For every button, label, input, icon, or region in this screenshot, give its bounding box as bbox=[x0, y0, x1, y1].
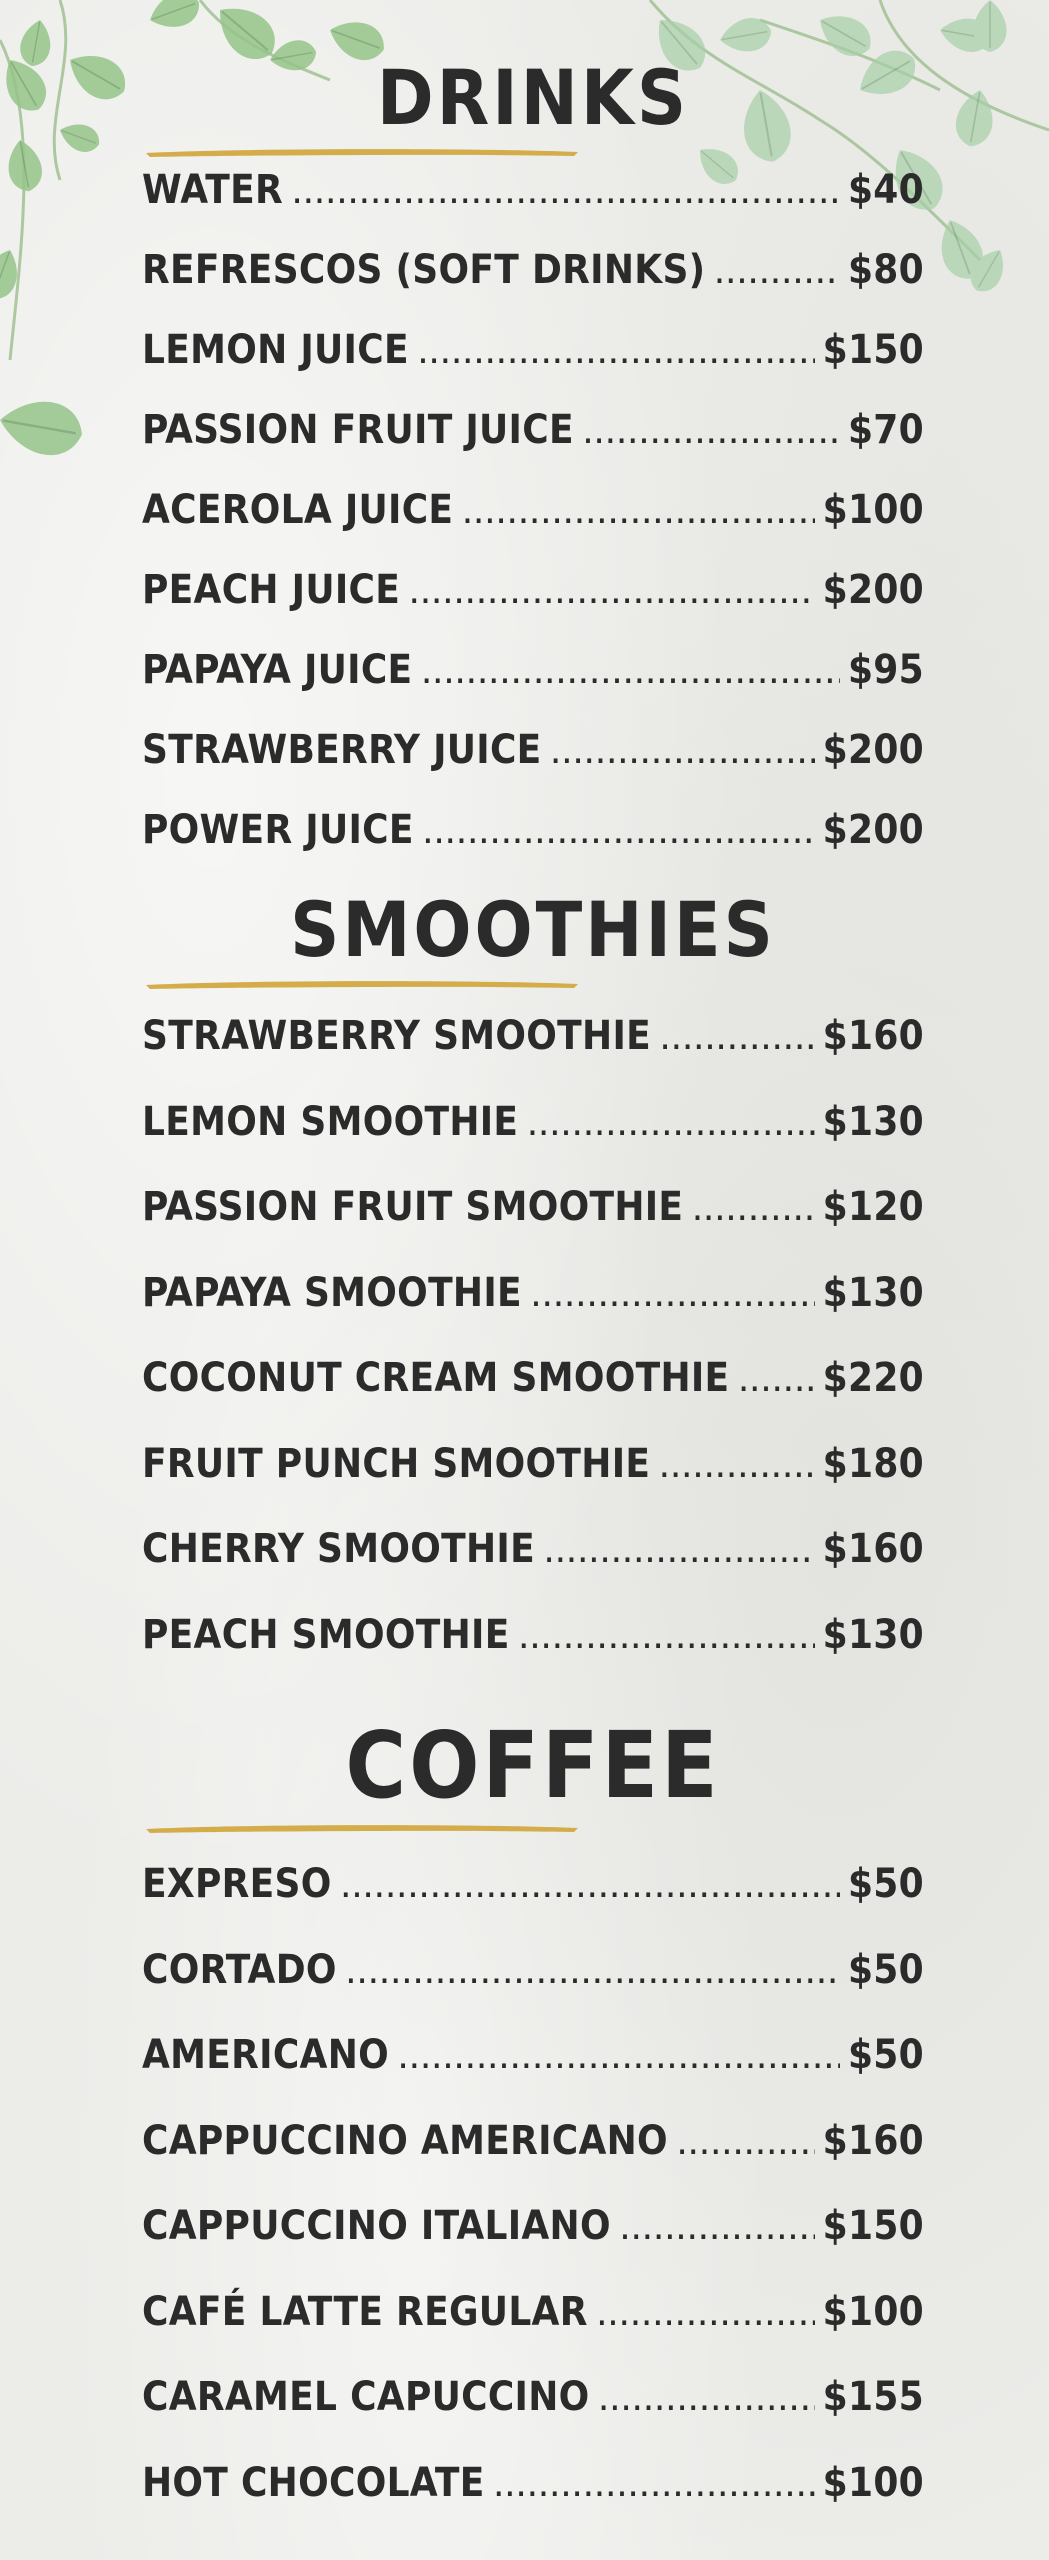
item-price: $200 bbox=[822, 807, 924, 853]
dot-leader bbox=[621, 2219, 815, 2243]
menu-item bbox=[142, 247, 924, 330]
menu-item bbox=[142, 1355, 924, 1444]
item-price: $150 bbox=[822, 2203, 924, 2249]
menu-item bbox=[142, 407, 924, 490]
item-name: CAPPUCCINO ITALIANO bbox=[142, 2203, 611, 2249]
dot-leader bbox=[739, 1371, 814, 1395]
item-name: CAPPUCCINO AMERICANO bbox=[142, 2117, 668, 2164]
dot-leader bbox=[552, 743, 815, 767]
item-name: PEACH SMOOTHIE bbox=[142, 1611, 510, 1658]
item-name: STRAWBERRY SMOOTHIE bbox=[142, 1013, 652, 1059]
dot-leader bbox=[347, 1963, 840, 1987]
section-coffee bbox=[142, 1712, 924, 2548]
item-name: LEMON SMOOTHIE bbox=[142, 1098, 519, 1145]
dot-leader bbox=[422, 663, 840, 687]
menu-item bbox=[142, 1269, 924, 1359]
dot-leader bbox=[678, 2134, 815, 2158]
menu-item bbox=[142, 1184, 924, 1273]
item-price: $120 bbox=[822, 1184, 924, 1230]
item-price: $130 bbox=[822, 1098, 924, 1145]
item-price: $70 bbox=[847, 407, 924, 453]
item-price: $220 bbox=[822, 1355, 924, 1401]
dot-leader bbox=[660, 1457, 814, 1481]
item-name: FRUIT PUNCH SMOOTHIE bbox=[142, 1440, 651, 1487]
item-name: PAPAYA SMOOTHIE bbox=[142, 1269, 522, 1316]
dot-leader bbox=[661, 1029, 815, 1053]
item-name: POWER JUICE bbox=[142, 807, 414, 853]
menu-item bbox=[142, 327, 924, 410]
item-name: COCONUT CREAM SMOOTHIE bbox=[142, 1355, 730, 1401]
item-name: PEACH JUICE bbox=[142, 567, 401, 613]
dot-leader bbox=[528, 1115, 814, 1139]
item-price: $80 bbox=[847, 247, 924, 293]
item-name: CAFÉ LATTE REGULAR bbox=[142, 2288, 588, 2335]
dot-leader bbox=[424, 823, 815, 847]
gold-underline bbox=[142, 1822, 582, 1834]
menu-item bbox=[142, 2032, 924, 2121]
item-price: $130 bbox=[822, 1269, 924, 1316]
item-name: STRAWBERRY JUICE bbox=[142, 727, 542, 773]
menu-item bbox=[142, 1611, 924, 1701]
dot-leader bbox=[545, 1542, 815, 1566]
item-price: $160 bbox=[822, 1013, 924, 1059]
dot-leader bbox=[419, 343, 815, 367]
menu-item bbox=[142, 167, 924, 250]
menu-item bbox=[142, 1861, 924, 1950]
menu-item bbox=[142, 2288, 924, 2378]
dot-leader bbox=[715, 263, 840, 287]
gold-underline bbox=[142, 146, 582, 158]
menu-item bbox=[142, 807, 924, 890]
menu-item bbox=[142, 647, 924, 730]
section-title-coffee: COFFEE bbox=[345, 1712, 721, 1819]
item-price: $180 bbox=[822, 1440, 924, 1487]
dot-leader bbox=[600, 2390, 815, 2414]
dot-leader bbox=[293, 183, 840, 207]
item-price: $40 bbox=[847, 167, 924, 213]
item-price: $100 bbox=[822, 2288, 924, 2335]
menu-item bbox=[142, 1946, 924, 2036]
menu-item bbox=[142, 567, 924, 650]
item-price: $130 bbox=[822, 1611, 924, 1658]
section-title-smoothies: SMOOTHIES bbox=[290, 885, 776, 974]
item-price: $200 bbox=[822, 727, 924, 773]
item-price: $100 bbox=[822, 2459, 924, 2506]
dot-leader bbox=[520, 1628, 815, 1652]
section-drinks bbox=[142, 53, 924, 890]
item-name: PASSION FRUIT SMOOTHIE bbox=[142, 1184, 684, 1230]
dot-leader bbox=[598, 2305, 815, 2329]
item-price: $100 bbox=[822, 487, 924, 533]
item-name: ACEROLA JUICE bbox=[142, 487, 454, 533]
item-name: PAPAYA JUICE bbox=[142, 647, 413, 693]
section-title-drinks: DRINKS bbox=[376, 53, 690, 142]
menu-item bbox=[142, 1098, 924, 1188]
item-name: PASSION FRUIT JUICE bbox=[142, 407, 574, 453]
item-name: LEMON JUICE bbox=[142, 327, 409, 373]
menu-item bbox=[142, 2117, 924, 2207]
dot-leader bbox=[495, 2476, 815, 2500]
menu-item bbox=[142, 487, 924, 570]
menu-item bbox=[142, 727, 924, 810]
menu bbox=[142, 53, 924, 2548]
item-price: $95 bbox=[847, 647, 924, 693]
dot-leader bbox=[693, 1200, 814, 1224]
item-price: $50 bbox=[847, 1946, 924, 1993]
item-name: CHERRY SMOOTHIE bbox=[142, 1526, 535, 1572]
dot-leader bbox=[463, 503, 814, 527]
dot-leader bbox=[342, 1877, 840, 1901]
item-price: $50 bbox=[847, 2032, 924, 2078]
menu-item bbox=[142, 1013, 924, 1102]
dot-leader bbox=[399, 2048, 840, 2072]
item-price: $160 bbox=[822, 1526, 924, 1572]
item-price: $160 bbox=[822, 2117, 924, 2164]
dot-leader bbox=[532, 1286, 815, 1310]
item-name: CORTADO bbox=[142, 1946, 337, 1993]
item-price: $150 bbox=[822, 327, 924, 373]
item-price: $50 bbox=[847, 1861, 924, 1907]
gold-underline bbox=[142, 978, 582, 990]
dot-leader bbox=[410, 583, 815, 607]
menu-item bbox=[142, 2459, 924, 2549]
item-name: AMERICANO bbox=[142, 2032, 390, 2078]
item-price: $155 bbox=[822, 2374, 924, 2420]
item-name: REFRESCOS (SOFT DRINKS) bbox=[142, 247, 706, 293]
item-price: $200 bbox=[822, 567, 924, 613]
menu-item bbox=[142, 1440, 924, 1530]
menu-item bbox=[142, 2203, 924, 2292]
item-name: HOT CHOCOLATE bbox=[142, 2459, 485, 2506]
item-name: CARAMEL CAPUCCINO bbox=[142, 2374, 590, 2420]
menu-item bbox=[142, 2374, 924, 2463]
dot-leader bbox=[584, 423, 840, 447]
item-name: WATER bbox=[142, 167, 284, 213]
section-smoothies bbox=[142, 885, 924, 1700]
item-name: EXPRESO bbox=[142, 1861, 332, 1907]
menu-item bbox=[142, 1526, 924, 1615]
